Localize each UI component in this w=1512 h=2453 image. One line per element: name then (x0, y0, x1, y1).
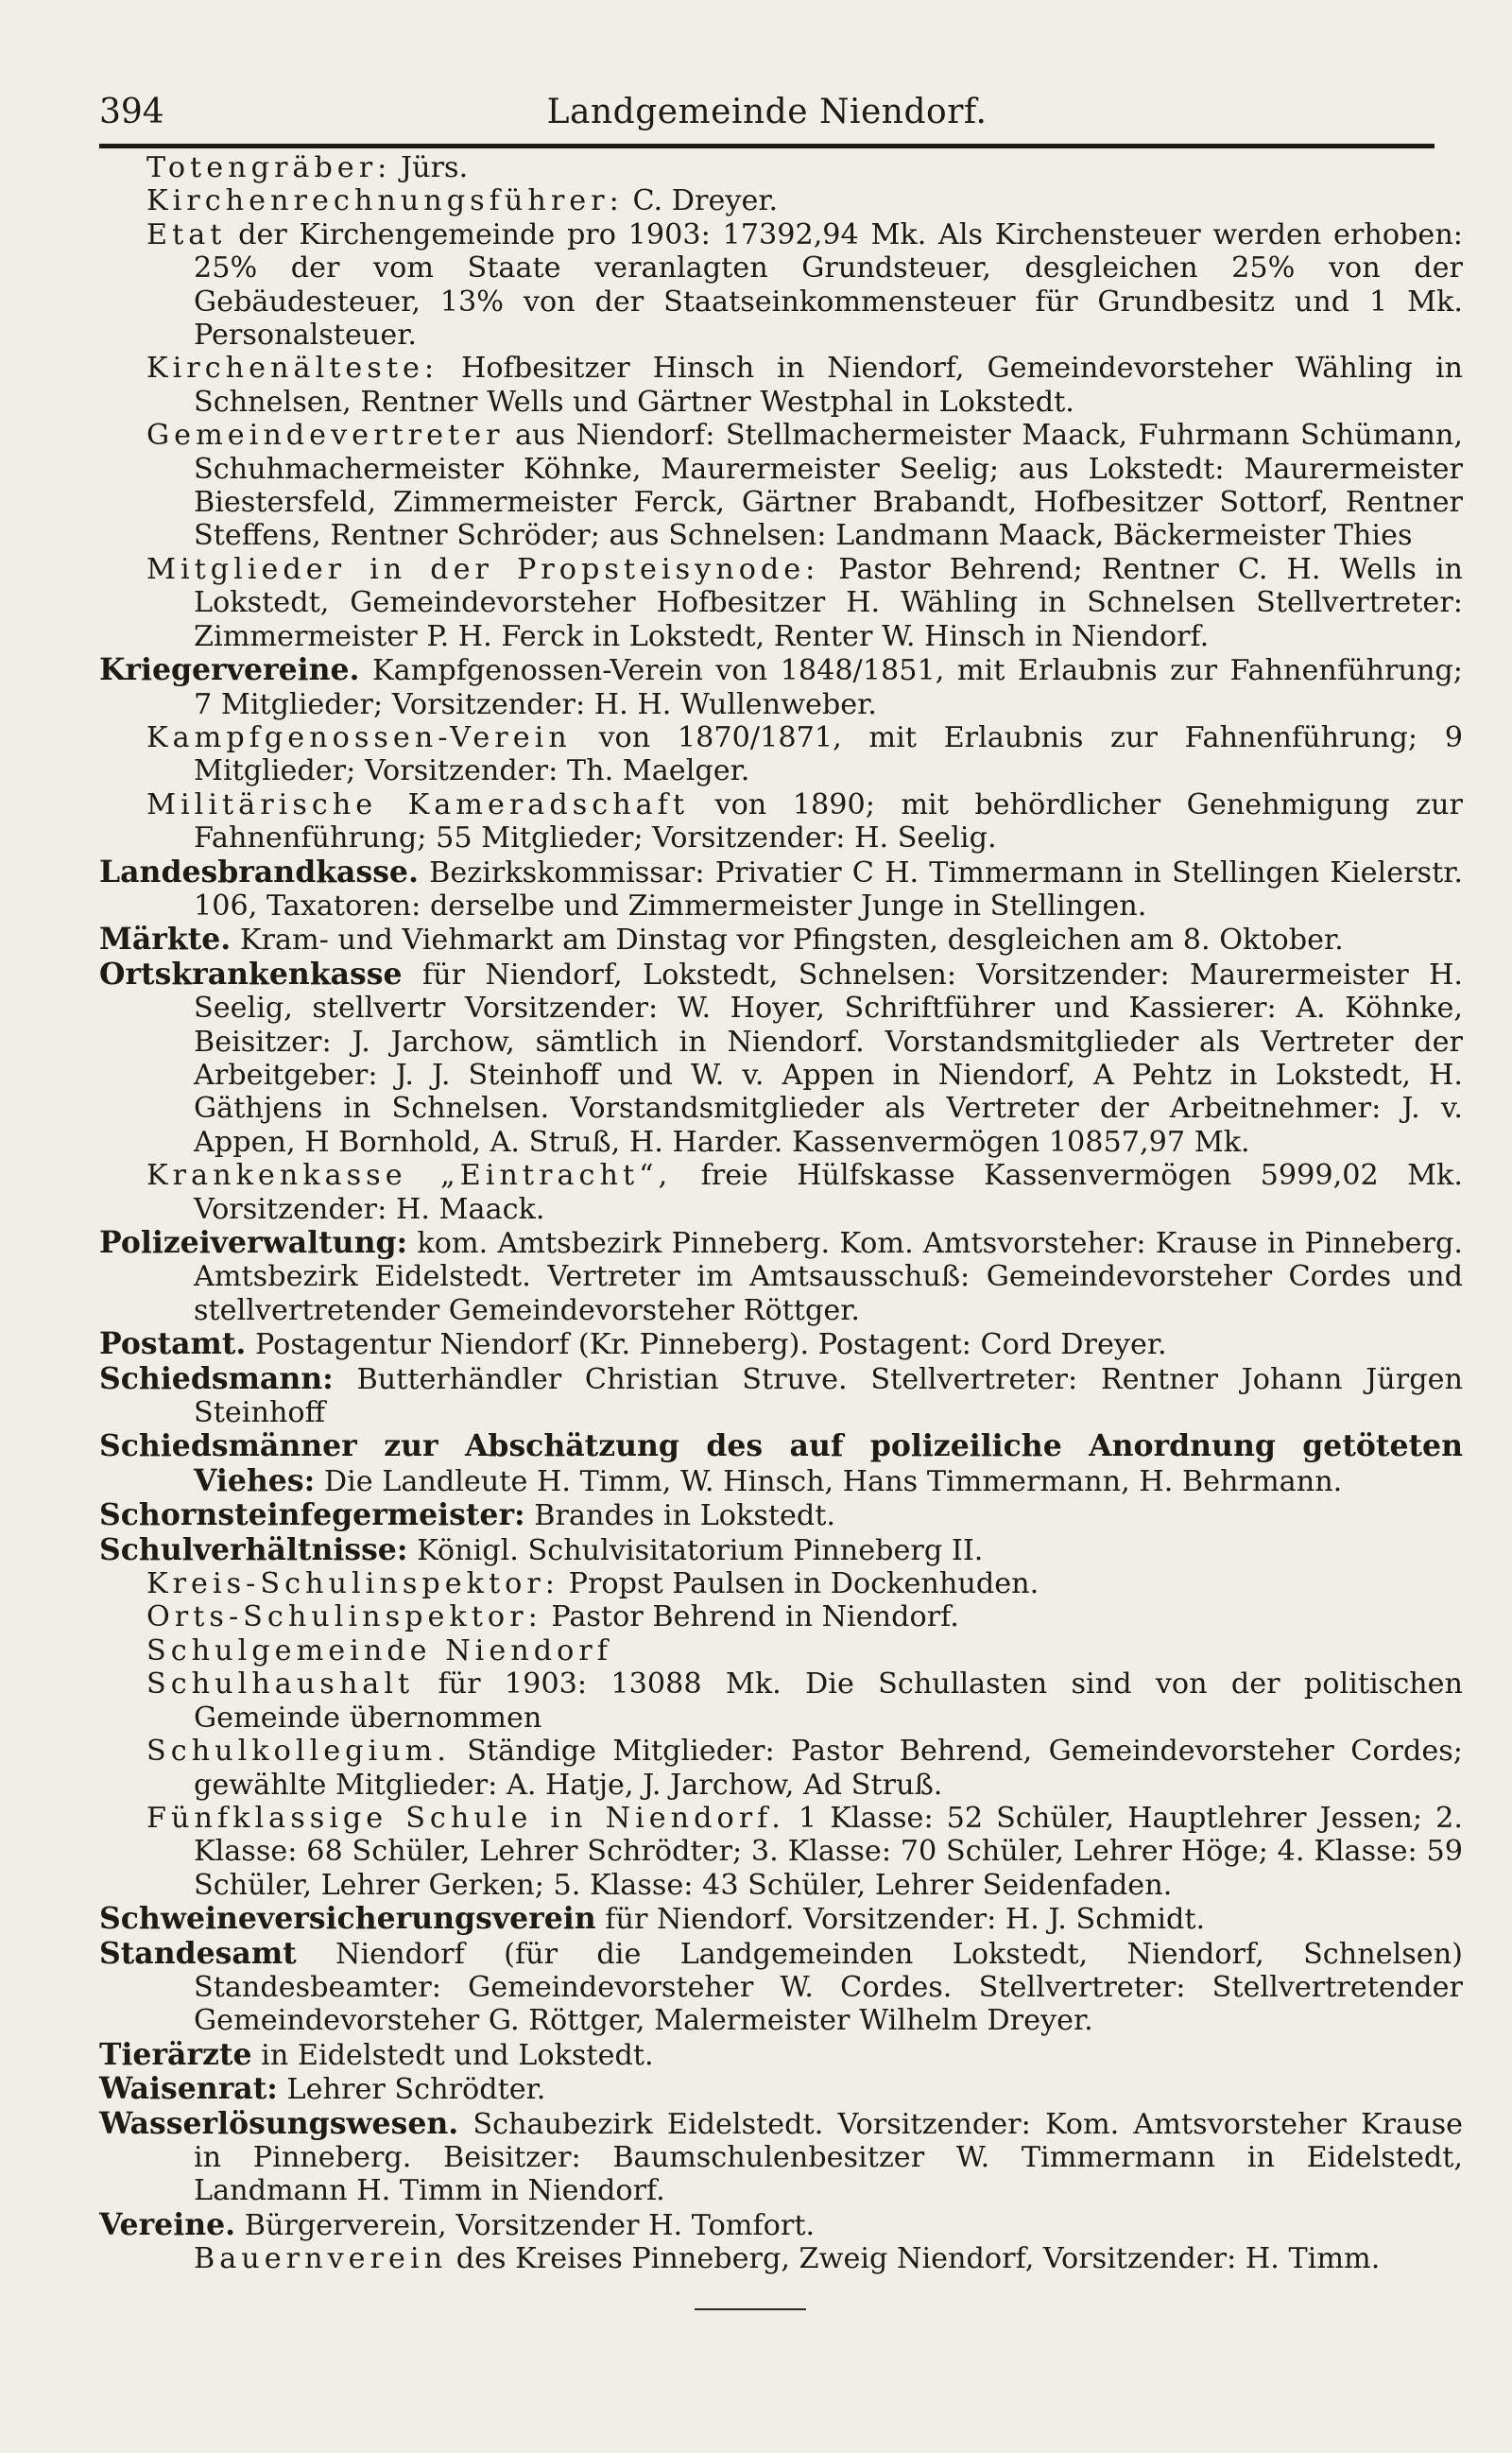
entry-heading-paragraph (99, 1533, 1463, 1567)
entry-text: Kram- und Viehmarkt am Dinstag vor Pfingsten, desgleichen am 8. Oktober. (231, 924, 1344, 958)
entry-sub-paragraph (99, 1667, 1463, 1735)
entry-headword: Schiedsmann: (99, 1360, 334, 1396)
entry-sub-paragraph (99, 1567, 1463, 1600)
entry-headword: Standesamt (99, 1935, 297, 1971)
entry-heading-paragraph (99, 1429, 1463, 1498)
entry-sub-paragraph (99, 218, 1463, 353)
entry-headword: Waisenrat: (99, 2071, 278, 2107)
entry-heading-paragraph (99, 2208, 1463, 2242)
entry-text: Propst Paulsen in Dockenhuden. (558, 1567, 1040, 1601)
entry-sub-paragraph (99, 788, 1463, 855)
entry-label: Militärische Kameradschaft (146, 787, 690, 821)
entry-text: Bürgerverein, Vorsitzender H. Tomfort. (235, 2208, 816, 2242)
entry-text: für Niendorf, Lokstedt, Schnelsen: Vorsitzender: Maurermeister H. Seelig, stellvertr Vorsitzender: W. Hoyer, Schriftführer und Kassierer: A. Köhnke, Beisitzer: J. Jarchow, sämtlich in Niendorf. Vorstandsmitglieder als Vertreter der Arbeitgeber: J. J. Steinhoff und W. v. Appen in Niendorf, A Pehtz in Lokstedt, H. Gäthjens in Schnelsen. Vorstandsmitglieder als Vertreter der Arbeitnehmer: J. v. Appen, H Bornhold, A. Struß, H. Harder. Kassenvermögen 10857,97 Mk. (194, 958, 1463, 1159)
entry-text: Hofbesitzer Hinsch in Niendorf, Gemeindevorsteher Wähling in Schnelsen, Rentner Wells und Gärtner Westphal in Lokstedt. (194, 352, 1463, 419)
entry-text: Königl. Schulvisitatorium Pinneberg II. (407, 1533, 984, 1567)
entry-label: Gemeindevertreter (146, 419, 505, 453)
page-number: 394 (99, 93, 164, 131)
entry-headword: Ortskrankenkasse (99, 956, 403, 992)
entry-sub-paragraph (99, 352, 1463, 419)
entry-label: Orts-Schulinspektor: (146, 1600, 542, 1634)
entry-heading-paragraph (99, 1226, 1463, 1327)
entry-text: Butterhändler Christian Struve. Stellvertreter: Rentner Johann Jürgen Steinhoff (194, 1362, 1463, 1430)
entry-text: Postagentur Niendorf (Kr. Pinneberg). Postagent: Cord Dreyer. (246, 1328, 1167, 1362)
entry-headword: Schulverhältnisse: (99, 1531, 408, 1567)
entry-text: Jürs. (391, 151, 469, 184)
page-body (99, 151, 1463, 2276)
entry-text: der Kirchengemeinde pro 1903: 17392,94 Mk. Als Kirchensteuer werden erhoben: 25% der vom Staate veranlagten Grundsteuer, desgleichen 25% von der Gebäudesteuer, 13% von der Staatseinkommensteuer für Grundbesitz und 1 Mk. Personalsteuer. (194, 217, 1463, 353)
entry-sub-paragraph (99, 1159, 1463, 1226)
entry-heading-paragraph (99, 1498, 1463, 1532)
entry-label: Kirchenälteste: (146, 352, 439, 386)
entry-headword: Schweineversicherungsverein (99, 1901, 596, 1937)
entry-headword: Polizeiverwaltung: (99, 1225, 408, 1260)
entry-label: Bauernverein (194, 2242, 448, 2276)
entry-text: Die Landleute H. Timm, W. Hinsch, Hans Timmermann, H. Behrmann. (315, 1464, 1343, 1498)
entry-heading-paragraph (99, 1327, 1463, 1361)
entry-label: Etat (146, 217, 227, 251)
entry-label: Kirchenrechnungsführer: (146, 184, 624, 218)
page-header (99, 87, 1435, 148)
entry-headword: Postamt. (99, 1326, 247, 1362)
entry-text: C. Dreyer. (623, 184, 779, 218)
entry-label: Fünfklassige Schule in Niendorf. (146, 1801, 785, 1835)
entry-label: Kreis-Schulinspektor: (146, 1567, 559, 1601)
entry-label: Totengräber: (146, 151, 392, 184)
entry-text: 1 Klasse: 52 Schüler, Hauptlehrer Jessen; 2. Klasse: 68 Schüler, Lehrer Schrödter; 3. Klasse: 70 Schüler, Lehrer Höge; 4. Klasse: 59 Schüler, Lehrer Gerken; 5. Klasse: 43 Schüler, Lehrer Seidenfaden. (194, 1801, 1463, 1902)
entry-headword: Schiedsmänner zur Abschätzung des auf polizeiliche Anordnung getöteten Viehes: (99, 1428, 1463, 1498)
end-rule (695, 2308, 806, 2310)
entry-heading-paragraph (99, 1937, 1463, 2038)
entry-text: für Niendorf. Vorsitzender: H. J. Schmidt. (595, 1903, 1206, 1937)
entry-sub-paragraph (99, 1735, 1463, 1802)
entry-label: Mitglieder in der Propsteisynode: (146, 552, 820, 586)
entry-heading-paragraph (99, 1902, 1463, 1936)
entry-sub-paragraph (99, 1634, 1463, 1667)
entry-headword: Schornsteinfegermeister: (99, 1497, 525, 1533)
entry-text: für 1903: 13088 Mk. Die Schullasten sind von der politischen Gemeinde übernommen (194, 1667, 1463, 1735)
entry-heading-paragraph (99, 923, 1463, 957)
entry-headword: Vereine. (99, 2206, 236, 2242)
entry-sub-paragraph (99, 2242, 1463, 2275)
entry-sub-paragraph (99, 419, 1463, 553)
entry-text: aus Niendorf: Stellmachermeister Maack, Fuhrmann Schümann, Schuhmachermeister Köhnke, Maurermeister Seelig; aus Lokstedt: Maurermeister Biestersfeld, Zimmermeister Ferck, Gärtner Brabandt, Hofbesitzer Sottorf, Rentner Steffens, Rentner Schröder; aus Schnelsen: Landmann Maack, Bäckermeister Thies (194, 419, 1463, 553)
entry-text: Lehrer Schrödter. (277, 2073, 546, 2107)
running-head: Landgemeinde Niendorf. (546, 93, 988, 131)
entry-headword: Tierärzte (99, 2036, 252, 2072)
entry-text: kom. Amtsbezirk Pinneberg. Kom. Amtsvorsteher: Krause in Pinneberg. Amtsbezirk Eidelstedt. Vertreter im Amtsausschuß: Gemeindevorsteher Cordes und stellvertretender Gemeindevorsteher Röttger. (194, 1227, 1463, 1327)
entry-headword: Märkte. (99, 922, 232, 958)
entry-sub-paragraph (99, 1802, 1463, 1902)
entry-text: Ständige Mitglieder: Pastor Behrend, Gemeindevorsteher Cordes; gewählte Mitglieder: A. Hatje, J. Jarchow, Ad Struß. (194, 1735, 1463, 1802)
entry-label: Schulgemeinde Niendorf (146, 1633, 612, 1667)
entry-heading-paragraph (99, 855, 1463, 924)
entry-text: Brandes in Lokstedt. (524, 1499, 836, 1533)
entry-headword: Wasserlösungswesen. (99, 2105, 459, 2141)
entry-heading-paragraph (99, 653, 1463, 721)
entry-heading-paragraph (99, 958, 1463, 1159)
entry-heading-paragraph (99, 2107, 1463, 2208)
entry-text: von 1890; mit behördlicher Genehmigung zur Fahnenführung; 55 Mitglieder; Vorsitzender: H. Seelig. (194, 787, 1463, 855)
entry-sub-paragraph (99, 721, 1463, 788)
entry-text: Bezirkskommissar: Privatier C H. Timmermann in Stellingen Kielerstr. 106, Taxatoren: derselbe und Zimmermeister Junge in Stellingen. (194, 855, 1463, 923)
entry-text: Pastor Behrend in Niendorf. (541, 1600, 959, 1634)
entry-text: Pastor Behrend; Rentner C. H. Wells in Lokstedt, Gemeindevorsteher Hofbesitzer H. Wähling in Schnelsen Stellvertreter: Zimmermeister P. H. Ferck in Lokstedt, Renter W. Hinsch in Niendorf. (194, 552, 1463, 653)
entry-sub-paragraph (99, 1600, 1463, 1633)
entry-headword: Kriegervereine. (99, 652, 360, 688)
entry-text: Kampfgenossen-Verein von 1848/1851, mit Erlaubnis zur Fahnenführung; 7 Mitglieder; Vorsitzender: H. H. Wullenweber. (194, 654, 1463, 721)
entry-text: Niendorf (für die Landgemeinden Lokstedt, Niendorf, Schnelsen) Standesbeamter: Gemeindevorsteher W. Cordes. Stellvertreter: Stellvertretender Gemeindevorsteher G. Röttger, Malermeister Wilhelm Dreyer. (194, 1937, 1463, 2038)
entry-text: in Eidelstedt und Lokstedt. (251, 2038, 654, 2072)
entry-label: Schulkollegium. (146, 1735, 451, 1769)
entry-text: freie Hülfskasse Kassenvermögen 5999,02 Mk. Vorsitzender: H. Maack. (194, 1159, 1463, 1226)
entry-text: Schaubezirk Eidelstedt. Vorsitzender: Kom. Amtsvorsteher Krause in Pinneberg. Beisitzer: Baumschulenbesitzer W. Timmermann in Eidelstedt, Landmann H. Timm in Niendorf. (194, 2107, 1463, 2208)
entry-heading-paragraph (99, 1362, 1463, 1430)
entry-heading-paragraph (99, 2072, 1463, 2106)
entry-sub-paragraph (99, 151, 1463, 184)
entry-label: Krankenkasse „Eintracht“, (146, 1159, 673, 1193)
entry-text: von 1870/1871, mit Erlaubnis zur Fahnenführung; 9 Mitglieder; Vorsitzender: Th. Maelger. (194, 720, 1463, 788)
entry-label: Kampfgenossen-Verein (146, 720, 572, 754)
entry-headword: Landesbrandkasse. (99, 854, 419, 890)
entry-sub-paragraph (99, 184, 1463, 217)
entry-label: Schulhaushalt (146, 1667, 415, 1702)
entry-sub-paragraph (99, 553, 1463, 653)
entry-text: des Kreises Pinneberg, Zweig Niendorf, Vorsitzender: H. Timm. (447, 2242, 1381, 2276)
entry-heading-paragraph (99, 2038, 1463, 2072)
